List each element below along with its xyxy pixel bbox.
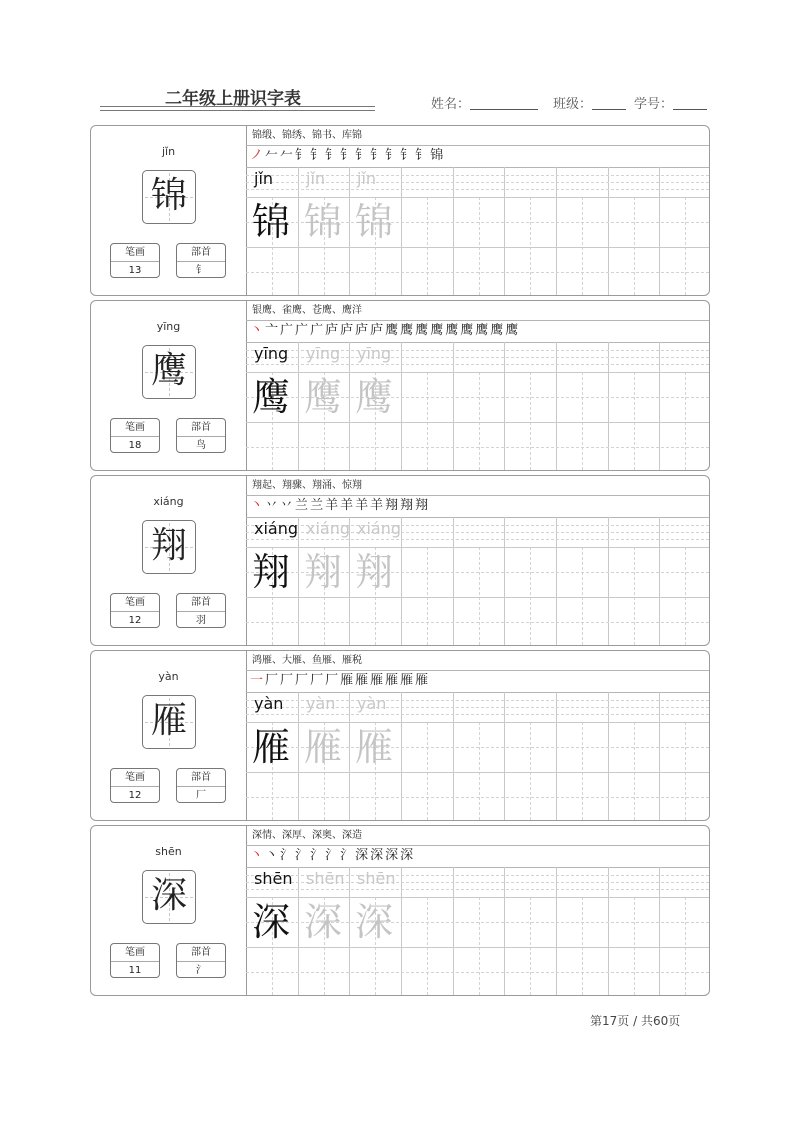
grid-guide <box>582 897 583 995</box>
radical-label: 部首 <box>177 594 225 612</box>
grid-guide <box>530 197 531 295</box>
stroke-count-value: 11 <box>128 965 142 976</box>
stroke-order <box>246 145 709 168</box>
number-label: 学号： <box>634 97 674 112</box>
character-info <box>91 651 247 820</box>
stroke-step: 庐 <box>340 323 356 338</box>
stroke-step: 丷 <box>280 498 296 513</box>
radical <box>176 243 226 278</box>
grid-guide <box>427 897 428 995</box>
character: 锦 <box>150 175 187 216</box>
grid-line <box>556 517 557 645</box>
stroke-order <box>246 845 709 868</box>
radical-label: 部首 <box>177 944 225 962</box>
stroke-step: 厂 <box>280 673 296 688</box>
grid-line <box>246 722 709 723</box>
radical-value: 钅 <box>196 265 206 276</box>
character-card <box>90 825 710 996</box>
character-card <box>90 650 710 821</box>
stroke-count-label: 笔画 <box>111 594 159 612</box>
grid-line <box>659 342 660 470</box>
grid-line <box>298 342 299 470</box>
stroke-step: 雁 <box>415 673 431 688</box>
stroke-step: 鹰 <box>490 323 506 338</box>
character-model: 锦 <box>252 200 291 244</box>
practice-area <box>246 126 709 295</box>
grid-line <box>659 517 660 645</box>
class-label: 班级： <box>553 97 593 112</box>
stroke-step: 鹰 <box>430 323 446 338</box>
stroke-step: 丶 <box>250 323 266 338</box>
grid-line <box>504 867 505 995</box>
grid-line <box>608 167 609 295</box>
stroke-step: 深 <box>355 848 371 863</box>
pinyin-trace: shēn <box>306 869 345 888</box>
stroke-count-label: 笔画 <box>111 244 159 262</box>
character-model: 翔 <box>252 550 291 594</box>
character-info <box>91 301 247 470</box>
character-box <box>142 520 196 574</box>
stroke-step: 羊 <box>370 498 386 513</box>
stroke-step: 庐 <box>370 323 386 338</box>
grid-guide <box>246 622 709 623</box>
grid-line <box>504 517 505 645</box>
radical-label: 部首 <box>177 244 225 262</box>
stroke-step: 羊 <box>355 498 371 513</box>
title-underline <box>100 106 375 107</box>
example-words: 翔起、翔骤、翔涌、惊翔 <box>246 476 709 496</box>
pinyin: shēn <box>155 845 182 858</box>
stroke-step: 氵 <box>310 848 326 863</box>
grid-line <box>453 167 454 295</box>
radical-value: 羽 <box>196 615 206 626</box>
stroke-order <box>246 670 709 693</box>
pinyin-model: yīng <box>254 344 289 363</box>
grid-guide <box>246 189 709 190</box>
stroke-step: 翔 <box>415 498 431 513</box>
grid-guide <box>685 197 686 295</box>
stroke-step: 厂 <box>265 673 281 688</box>
stroke-step: 兰 <box>310 498 326 513</box>
stroke-step: 翔 <box>385 498 401 513</box>
title-underline-2 <box>100 110 375 111</box>
character-trace: 翔 <box>304 550 343 594</box>
stroke-step: 丶 <box>250 498 266 513</box>
stroke-step: 鹰 <box>385 323 401 338</box>
stroke-step: 钅 <box>340 148 356 163</box>
grid-line <box>401 692 402 820</box>
stroke-count-label: 笔画 <box>111 419 159 437</box>
grid-line <box>556 692 557 820</box>
stroke-step: 钅 <box>385 148 401 163</box>
stroke-step: 雁 <box>340 673 356 688</box>
pinyin-trace: xiáng <box>357 519 402 538</box>
radical-label: 部首 <box>177 419 225 437</box>
stroke-step: 广 <box>295 323 311 338</box>
stroke-step: 厂 <box>310 673 326 688</box>
grid-line <box>401 167 402 295</box>
stroke-step: 庐 <box>325 323 341 338</box>
grid-line <box>504 167 505 295</box>
pinyin-trace: shēn <box>357 869 396 888</box>
character-trace: 翔 <box>355 550 394 594</box>
grid-guide <box>685 372 686 470</box>
stroke-step: 钅 <box>310 148 326 163</box>
grid-guide <box>246 447 709 448</box>
grid-line <box>246 247 709 248</box>
character: 深 <box>150 875 187 916</box>
stroke-count-value: 13 <box>128 265 142 276</box>
grid-line <box>349 692 350 820</box>
grid-line <box>453 867 454 995</box>
example-words: 银鹰、雀鹰、苍鹰、鹰洋 <box>246 301 709 321</box>
grid-line <box>659 867 660 995</box>
grid-line <box>453 517 454 645</box>
grid-line <box>246 372 709 373</box>
grid-guide <box>246 364 709 365</box>
practice-area <box>246 301 709 470</box>
grid-guide <box>246 272 709 273</box>
pinyin-trace: jǐn <box>306 169 326 188</box>
grid-line <box>246 547 709 548</box>
grid-guide <box>634 372 635 470</box>
grid-guide <box>479 897 480 995</box>
grid-guide <box>479 372 480 470</box>
grid-line <box>246 947 709 948</box>
pinyin-trace: yàn <box>306 694 336 713</box>
grid-guide <box>582 372 583 470</box>
grid-line <box>298 167 299 295</box>
class-field[interactable] <box>553 93 626 112</box>
grid-line <box>556 167 557 295</box>
radical-value: 氵 <box>196 965 206 976</box>
practice-area <box>246 476 709 645</box>
character-box <box>142 870 196 924</box>
name-field[interactable] <box>431 93 538 112</box>
grid-line <box>608 342 609 470</box>
grid-line <box>504 342 505 470</box>
character-model: 雁 <box>252 725 291 769</box>
grid-guide <box>246 972 709 973</box>
stroke-step: 深 <box>385 848 401 863</box>
grid-guide <box>634 897 635 995</box>
character-trace: 深 <box>304 900 343 944</box>
stroke-step: 𠂉 <box>280 148 296 163</box>
stroke-step: 氵 <box>325 848 341 863</box>
pinyin: xiáng <box>153 495 184 508</box>
grid-guide <box>634 722 635 820</box>
stroke-step: 兰 <box>295 498 311 513</box>
stroke-step: 厂 <box>325 673 341 688</box>
character: 鹰 <box>150 350 187 391</box>
stroke-step: 翔 <box>400 498 416 513</box>
grid-line <box>246 597 709 598</box>
pinyin-model: jǐn <box>254 169 274 188</box>
character-box <box>142 695 196 749</box>
stroke-step: 雁 <box>370 673 386 688</box>
stroke-step: 庐 <box>355 323 371 338</box>
stroke-order <box>246 495 709 518</box>
grid-guide <box>530 372 531 470</box>
radical <box>176 418 226 453</box>
stroke-count <box>110 768 160 803</box>
stroke-step: 鹰 <box>460 323 476 338</box>
stroke-step: 𠂉 <box>265 148 281 163</box>
stroke-step: 鹰 <box>445 323 461 338</box>
stroke-step: 羊 <box>325 498 341 513</box>
grid-guide <box>634 547 635 645</box>
practice-area <box>246 651 709 820</box>
grid-line <box>453 692 454 820</box>
grid-guide <box>479 547 480 645</box>
grid-line <box>298 867 299 995</box>
character-info <box>91 476 247 645</box>
grid-line <box>401 517 402 645</box>
grid-guide <box>246 714 709 715</box>
radical-value: 鸟 <box>196 440 206 451</box>
example-words: 深情、深厚、深奥、深造 <box>246 826 709 846</box>
character-trace: 锦 <box>304 200 343 244</box>
stroke-step: 厂 <box>295 673 311 688</box>
grid-line <box>298 692 299 820</box>
student-number-field[interactable] <box>634 93 707 112</box>
character-info <box>91 826 247 995</box>
character-card <box>90 125 710 296</box>
character-card <box>90 475 710 646</box>
stroke-count <box>110 418 160 453</box>
grid-guide <box>246 889 709 890</box>
grid-guide <box>530 897 531 995</box>
stroke-step: 鹰 <box>400 323 416 338</box>
radical <box>176 943 226 978</box>
stroke-step: 钅 <box>400 148 416 163</box>
stroke-step: 氵 <box>280 848 296 863</box>
character: 雁 <box>150 700 187 741</box>
stroke-count-label: 笔画 <box>111 944 159 962</box>
stroke-count-label: 笔画 <box>111 769 159 787</box>
character-model: 深 <box>252 900 291 944</box>
stroke-count-value: 12 <box>128 615 142 626</box>
stroke-step: 雁 <box>400 673 416 688</box>
pinyin-model: shēn <box>254 869 293 888</box>
grid-line <box>608 692 609 820</box>
grid-guide <box>246 539 709 540</box>
grid-line <box>556 867 557 995</box>
grid-line <box>401 867 402 995</box>
stroke-step: 钅 <box>295 148 311 163</box>
grid-line <box>504 692 505 820</box>
stroke-step: 雁 <box>355 673 371 688</box>
pinyin-trace: xiáng <box>306 519 351 538</box>
stroke-step: 鹰 <box>505 323 521 338</box>
stroke-step: 丶 <box>250 848 266 863</box>
stroke-count <box>110 593 160 628</box>
example-words: 鸿雁、大雁、鱼雁、雁税 <box>246 651 709 671</box>
character-box <box>142 345 196 399</box>
grid-guide <box>246 797 709 798</box>
radical <box>176 593 226 628</box>
grid-guide <box>427 372 428 470</box>
practice-area <box>246 826 709 995</box>
grid-line <box>453 342 454 470</box>
stroke-step: 广 <box>310 323 326 338</box>
character-model: 鹰 <box>252 375 291 419</box>
stroke-step: 羊 <box>340 498 356 513</box>
stroke-step: 亠 <box>265 323 281 338</box>
pinyin-trace: yàn <box>357 694 387 713</box>
stroke-step: 鹰 <box>475 323 491 338</box>
pinyin-trace: yīng <box>357 344 392 363</box>
radical-value: 厂 <box>196 790 206 801</box>
stroke-step: 锦 <box>430 148 446 163</box>
grid-line <box>246 197 709 198</box>
example-words: 锦缎、锦绣、锦书、库锦 <box>246 126 709 146</box>
stroke-step: 深 <box>400 848 416 863</box>
character-card <box>90 300 710 471</box>
pinyin-trace: jǐn <box>357 169 377 188</box>
grid-guide <box>582 722 583 820</box>
character-trace: 锦 <box>355 200 394 244</box>
stroke-count <box>110 943 160 978</box>
stroke-step: 丶 <box>265 848 281 863</box>
character: 翔 <box>150 525 187 566</box>
radical-label: 部首 <box>177 769 225 787</box>
grid-line <box>401 342 402 470</box>
stroke-step: 丷 <box>265 498 281 513</box>
pinyin-model: yàn <box>254 694 284 713</box>
page-number: 第17页 / 共60页 <box>590 1014 681 1028</box>
grid-guide <box>685 897 686 995</box>
pinyin: jǐn <box>161 145 176 158</box>
character-trace: 雁 <box>304 725 343 769</box>
stroke-step: 钅 <box>415 148 431 163</box>
stroke-step: 广 <box>280 323 296 338</box>
page-title: 二年级上册识字表 <box>165 89 301 109</box>
grid-line <box>246 422 709 423</box>
grid-guide <box>582 197 583 295</box>
stroke-step: 一 <box>250 673 266 688</box>
grid-guide <box>427 547 428 645</box>
grid-guide <box>582 547 583 645</box>
radical <box>176 768 226 803</box>
grid-line <box>349 867 350 995</box>
stroke-step: ノ <box>250 148 266 163</box>
grid-line <box>246 772 709 773</box>
grid-guide <box>479 722 480 820</box>
stroke-order <box>246 320 709 343</box>
name-label: 姓名： <box>431 97 471 112</box>
grid-guide <box>685 722 686 820</box>
grid-guide <box>530 547 531 645</box>
stroke-step: 氵 <box>295 848 311 863</box>
grid-guide <box>685 547 686 645</box>
grid-guide <box>479 197 480 295</box>
grid-line <box>349 342 350 470</box>
grid-guide <box>634 197 635 295</box>
character-box <box>142 170 196 224</box>
grid-line <box>659 167 660 295</box>
grid-line <box>608 867 609 995</box>
stroke-step: 钅 <box>355 148 371 163</box>
stroke-step: 雁 <box>385 673 401 688</box>
stroke-step: 鹰 <box>415 323 431 338</box>
stroke-step: 深 <box>370 848 386 863</box>
grid-line <box>659 692 660 820</box>
stroke-count-value: 18 <box>128 440 142 451</box>
grid-line <box>608 517 609 645</box>
grid-line <box>556 342 557 470</box>
grid-line <box>246 897 709 898</box>
pinyin-model: xiáng <box>254 519 299 538</box>
stroke-step: 氵 <box>340 848 356 863</box>
character-trace: 鹰 <box>304 375 343 419</box>
character-trace: 深 <box>355 900 394 944</box>
stroke-count <box>110 243 160 278</box>
pinyin: yīng <box>156 320 181 333</box>
character-trace: 鹰 <box>355 375 394 419</box>
stroke-count-value: 12 <box>128 790 142 801</box>
grid-guide <box>427 722 428 820</box>
stroke-step: 钅 <box>370 148 386 163</box>
grid-guide <box>427 197 428 295</box>
pinyin: yàn <box>158 670 179 683</box>
character-info <box>91 126 247 295</box>
character-trace: 雁 <box>355 725 394 769</box>
stroke-step: 钅 <box>325 148 341 163</box>
grid-line <box>349 167 350 295</box>
grid-guide <box>530 722 531 820</box>
pinyin-trace: yīng <box>306 344 341 363</box>
